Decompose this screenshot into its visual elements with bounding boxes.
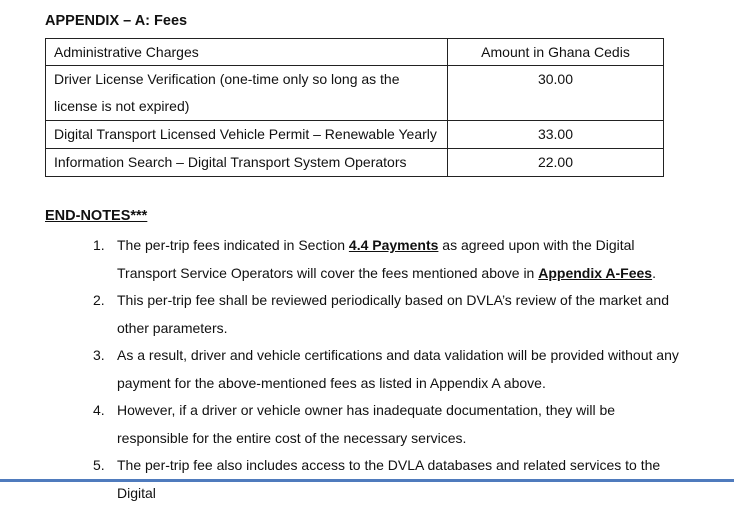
table-row (46, 66, 664, 121)
header-amount: Amount in Ghana Cedis (448, 39, 664, 66)
endnotes-list (86, 232, 686, 507)
row-amount: 33.00 (448, 121, 664, 149)
note-text: . (652, 264, 656, 281)
table-row (46, 149, 664, 177)
note-text: However, if a driver or vehicle owner has inadequate documentation, they will be responsible for the entire cost of the necessary services. (117, 402, 616, 446)
list-item (86, 342, 686, 397)
note-text: As a result, driver and vehicle certifications and data validation will be provided without any payment for the above-mentioned fees as listed in Appendix A above. (117, 347, 679, 391)
appendix-reference-link[interactable]: Appendix A-Fees (538, 264, 653, 281)
list-number: 2. (93, 292, 105, 308)
row-amount: 30.00 (448, 66, 664, 121)
row-description: Driver License Verification (one-time only so long as the license is not expired) (46, 66, 448, 121)
table-row (46, 121, 664, 149)
note-text: This per-trip fee shall be reviewed periodically based on DVLA’s review of the market and other parameters. (117, 292, 669, 336)
note-text: The per-trip fees indicated in Section (117, 237, 349, 253)
list-item (86, 287, 686, 342)
row-description: Digital Transport Licensed Vehicle Permit – Renewable Yearly (46, 121, 448, 149)
list-item (86, 232, 686, 287)
list-item (86, 397, 686, 452)
endnotes-heading: END-NOTES*** (45, 208, 148, 224)
table-header-row (46, 39, 664, 66)
list-number: 4. (93, 402, 105, 418)
header-description: Administrative Charges (46, 39, 448, 66)
appendix-title: APPENDIX – A: Fees (45, 13, 188, 29)
list-number: 3. (93, 347, 105, 363)
note-text: as agreed upon with the Digital Transport Service Operators will cover the fees mentioned above in (117, 237, 635, 281)
list-number: 5. (93, 457, 105, 473)
fees-table (45, 38, 664, 177)
list-number: 1. (93, 237, 105, 253)
row-description: Information Search – Digital Transport System Operators (46, 149, 448, 177)
row-amount: 22.00 (448, 149, 664, 177)
section-reference-link[interactable]: 4.4 Payments (348, 237, 439, 253)
note-text: The per-trip fee also includes access to the DVLA databases and related services to the Digital (117, 457, 661, 501)
